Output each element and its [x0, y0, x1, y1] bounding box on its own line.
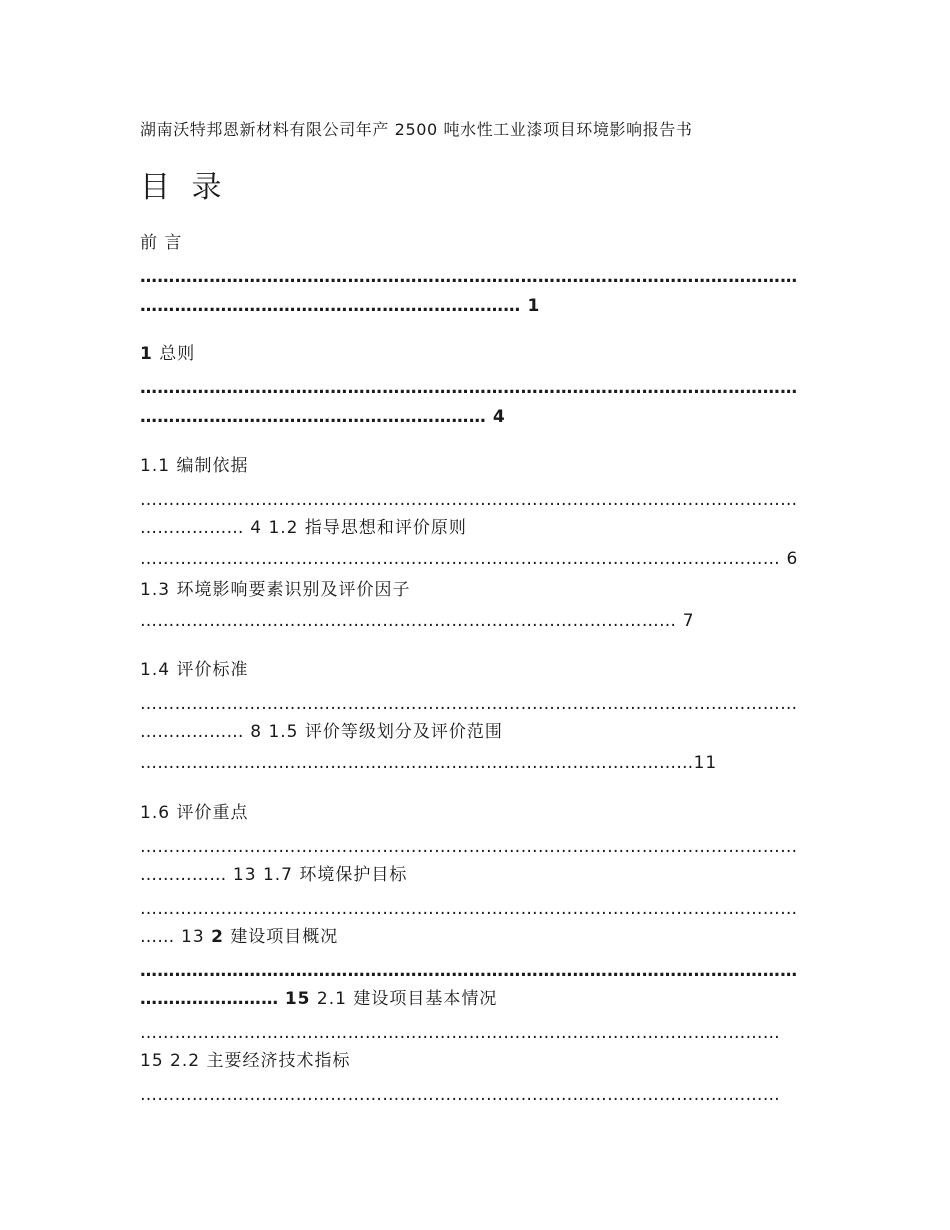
toc-leader-dots: …………………………………………………………………………………………………… [140, 837, 798, 857]
toc-chapter-number: 1 [140, 344, 153, 364]
toc-leader-dots: …………………………………………………………………………………………………… [140, 899, 798, 919]
document-header: 湖南沃特邦恩新材料有限公司年产 2500 吨水性工业漆项目环境影响报告书 [140, 120, 693, 139]
toc-leader-dots: …… [140, 927, 175, 947]
toc-leader-dots: …………………… [140, 989, 279, 1009]
toc-entry-1-7-label[interactable]: 1.7 环境保护目标 [262, 865, 408, 885]
toc-entry-1-6-line [140, 864, 407, 886]
toc-page-number[interactable]: 11 [693, 753, 718, 773]
toc-leader-dots: ………………………………………………………………………………………………… [140, 549, 781, 569]
toc-leader-dots: …………………………………………………………………………………………………… [140, 267, 798, 287]
toc-page-number[interactable]: 6 [786, 549, 799, 569]
toc-entry-1-2-label[interactable]: 1.2 指导思想和评价原则 [268, 518, 467, 538]
toc-page-number[interactable]: 8 [250, 722, 263, 742]
toc-entry-1-3-line [140, 610, 695, 632]
toc-chapter-number[interactable]: 2 [211, 927, 224, 947]
toc-entry-1-5-label[interactable]: 1.5 评价等级划分及评价范围 [268, 722, 503, 742]
toc-chapter-title: 总则 [159, 344, 196, 364]
toc-entry-2-1-line [140, 1050, 351, 1072]
toc-title: 目 录 [140, 170, 228, 205]
toc-entry-ch1-line [140, 406, 506, 428]
toc-chapter-title[interactable]: 建设项目概况 [230, 927, 339, 947]
toc-entry-2-1-label[interactable]: 2.1 建设项目基本情况 [316, 989, 498, 1009]
toc-leader-dots: ………………………………………………………… [140, 296, 521, 316]
toc-leader-dots: ………………………………………………………………………………… [140, 611, 677, 631]
toc-entry-preface-label[interactable]: 前 言 [140, 233, 183, 253]
toc-entry-1-7-line [140, 926, 338, 948]
toc-page-number[interactable]: 4 [250, 518, 263, 538]
toc-leader-dots: ………………………………………………………………………………………………… [140, 1085, 781, 1105]
toc-entry-1-2-line [140, 548, 798, 570]
toc-leader-dots: …………………………………………………………………………………………………… [140, 961, 798, 981]
toc-leader-dots: …………………………………………………………………………………………………… [140, 694, 798, 714]
toc-leader-dots: …………………………………………………………………………………… [140, 753, 694, 773]
toc-page-number[interactable]: 13 [181, 927, 205, 947]
toc-leader-dots: ……………… [140, 722, 244, 742]
toc-leader-dots: …………………………………………………………………………………………………… [140, 378, 798, 398]
toc-entry-ch2-line [140, 988, 497, 1010]
toc-entry-1-4-line [140, 721, 503, 743]
toc-leader-dots: ……………… [140, 518, 244, 538]
toc-entry-preface-line [140, 295, 540, 317]
toc-entry-1-1-line [140, 517, 467, 539]
toc-leader-dots: …………………………………………………… [140, 407, 486, 427]
toc-page-number[interactable]: 7 [682, 611, 695, 631]
toc-page-number[interactable]: 13 [232, 865, 257, 885]
toc-entry-1-3-label[interactable]: 1.3 环境影响要素识别及评价因子 [140, 580, 411, 600]
toc-entry-1-1-label[interactable]: 1.1 编制依据 [140, 456, 249, 476]
toc-entry-2-2-label[interactable]: 2.2 主要经济技术指标 [170, 1051, 351, 1071]
toc-leader-dots: ………………………………………………………………………………………………… [140, 1023, 781, 1043]
toc-entry-1-4-label[interactable]: 1.4 评价标准 [140, 660, 249, 680]
toc-page-number[interactable]: 15 [140, 1051, 164, 1071]
toc-page-number[interactable]: 15 [284, 989, 311, 1009]
toc-page-number[interactable]: 1 [527, 296, 541, 316]
toc-leader-dots: …………… [140, 865, 227, 885]
toc-leader-dots: …………………………………………………………………………………………………… [140, 490, 798, 510]
toc-entry-1-5-line [140, 752, 717, 774]
toc-entry-ch1[interactable] [140, 343, 195, 365]
toc-page-number[interactable]: 4 [492, 407, 506, 427]
toc-entry-1-6-label[interactable]: 1.6 评价重点 [140, 803, 249, 823]
